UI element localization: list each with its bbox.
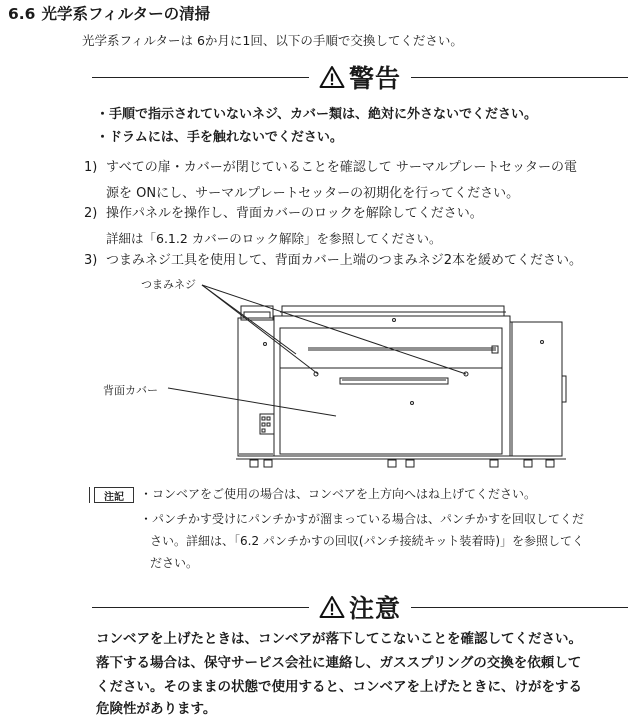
warning-banner xyxy=(92,62,628,92)
warning-heading: 警告 xyxy=(349,64,402,93)
section-title xyxy=(8,2,210,24)
step-3 xyxy=(84,250,582,272)
step-text: 操作パネルを操作し、背面カバーのロックを解除してください。 xyxy=(106,206,483,221)
caution-line: コンベアを上げたときは、コンベアが落下してこないことを確認してください。 xyxy=(96,631,582,647)
caution-heading: 注意 xyxy=(349,594,402,623)
step-number: 2) xyxy=(84,206,98,221)
note-item-cont: ださい。 xyxy=(150,556,199,570)
warning-triangle-icon xyxy=(319,65,345,89)
step-2 xyxy=(84,203,483,225)
step-text: すべての扉・カバーが閉じていることを確認して サーマルプレートセッターの電 xyxy=(106,160,577,175)
label-thumb-screw: つまみネジ xyxy=(141,278,196,291)
note-item-cont: さい。詳細は、「6.2 パンチかすの回収(パンチ接続キット装着時)」を参照してく xyxy=(150,534,585,548)
step-detail: 詳細は「6.1.2 カバーのロック解除」を参照してください。 xyxy=(106,231,442,246)
step-text: つまみネジ工具を使用して、背面カバー上端のつまみネジ2本を緩めてください。 xyxy=(106,253,583,268)
section-number: 6.6 xyxy=(8,5,36,23)
warning-item: ・手順で指示されていないネジ、カバー類は、絶対に外さないでください。 xyxy=(96,107,537,122)
step-number: 3) xyxy=(84,253,98,268)
intro-text: 光学系フィルターは 6か月に1回、以下の手順で交換してください。 xyxy=(82,33,463,48)
caution-line: 危険性があります。 xyxy=(96,701,217,717)
machine-figure xyxy=(96,276,576,474)
note-item: ・コンベアをご使用の場合は、コンベアを上方向へはね上げてください。 xyxy=(140,487,537,501)
step-1 xyxy=(84,157,577,179)
caution-line: ください。そのままの状態で使用すると、コンベアを上げたときに、けがをする xyxy=(96,679,582,695)
section-title-text: 光学系フィルターの清掃 xyxy=(41,5,211,23)
step-text: 源を ONにし、サーマルプレートセッターの初期化を行ってください。 xyxy=(106,186,520,201)
label-rear-cover: 背面カバー xyxy=(103,384,158,397)
divider xyxy=(92,77,309,78)
step-number: 1) xyxy=(84,160,98,175)
divider xyxy=(411,607,628,608)
divider xyxy=(411,77,628,78)
machine-illustration xyxy=(96,276,576,474)
note-item: ・パンチかす受けにパンチかすが溜まっている場合は、パンチかすを回収してくだ xyxy=(140,512,585,526)
caution-triangle-icon xyxy=(319,595,345,619)
caution-banner xyxy=(92,592,628,622)
warning-item: ・ドラムには、手を触れないでください。 xyxy=(96,130,343,145)
note-tag: 注記 xyxy=(94,487,134,503)
divider xyxy=(92,607,309,608)
caution-line: 落下する場合は、保守サービス会社に連絡し、ガススプリングの交換を依頼して xyxy=(96,655,582,671)
